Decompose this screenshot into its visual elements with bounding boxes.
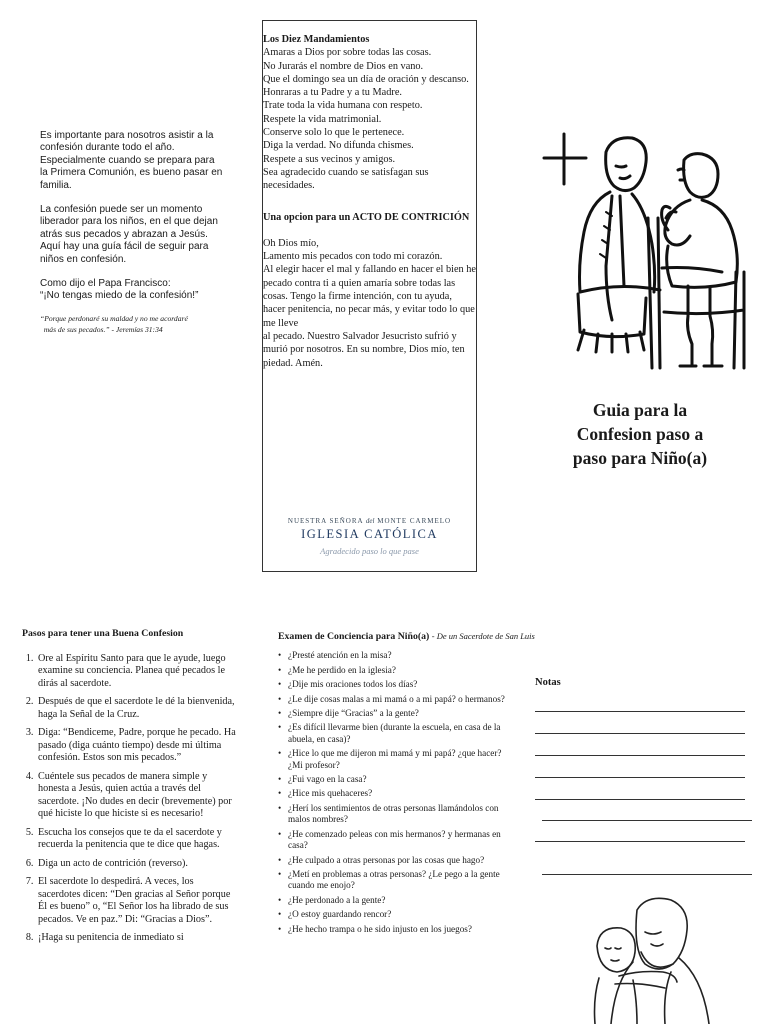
step-item: 2. Después de que el sacerdote le dé la bienvenida, haga la Señal de la Cruz. [36, 696, 238, 721]
examination-of-conscience [278, 631, 535, 938]
father-embracing-child-icon [575, 892, 745, 1024]
exam-item: • ¿Hice lo que me dijeron mi mamá y mi papá? ¿que hacer? ¿Mi profesor? [278, 748, 506, 771]
commandment-item: Diga la verdad. No difunda chismes. [263, 140, 414, 152]
note-line [542, 874, 752, 875]
exam-item: • ¿Le dije cosas malas a mi mamá o a mi papá? o hermanos? [278, 694, 506, 705]
commandment-item: Respete a sus vecinos y amigos. [263, 153, 396, 165]
commandment-item: Respete la vida matrimonial. [263, 113, 382, 125]
exam-item: • ¿Fui vago en la casa? [278, 774, 506, 785]
exam-list [278, 650, 506, 935]
intro-paragraph-3 [40, 278, 225, 303]
note-line [535, 733, 745, 734]
intro-section [40, 130, 225, 335]
step-item: 1. Ore al Espíritu Santo para que le ayude, luego examine su conciencia. Planea qué pecados le dirás al sacerdote. [36, 653, 238, 691]
exam-item: • ¿He perdonado a la gente? [278, 895, 506, 906]
exam-item: • ¿He culpado a otras personas por las cosas que hago? [278, 855, 506, 866]
prayer-panel [262, 20, 477, 572]
step-item: 5. Escucha los consejos que te da el sacerdote y recuerda la penitencia que te dice que hagas. [36, 827, 238, 852]
steps-title: Pasos para tener una Buena Confesion [22, 628, 184, 639]
pope-quote-intro: Como dijo el Papa Francisco: [40, 278, 171, 290]
intro-paragraph-2: La confesión puede ser un momento liberador para los niños, en el que dejan atrás sus pecados y abrazan a Jesús. Aquí hay una guía fácil de seguir para niños en confesión. [40, 204, 218, 265]
notes-title: Notas [535, 677, 561, 688]
commandment-item: Amaras a Dios por sobre todas las cosas. [263, 47, 432, 59]
confession-steps [22, 628, 238, 951]
exam-item: • ¿He comenzado peleas con mis hermanos? y hermanas en casa? [278, 829, 506, 852]
church-tagline: Agradecido paso lo que pase [320, 546, 419, 556]
commandment-item: Honraras a tu Padre y a tu Madre. [263, 87, 402, 99]
note-line [535, 841, 745, 842]
exam-item: • ¿Siempre dije “Gracias” a la gente? [278, 708, 506, 719]
note-line [535, 777, 745, 778]
pope-quote: “¡No tengas miedo de la confesión!” [40, 290, 199, 302]
exam-item: • ¿Presté atención en la misa? [278, 650, 506, 661]
step-item: 3. Diga: “Bendiceme, Padre, porque he pecado. Ha pasado (diga cuánto tiempo) desde mi última confesión. Estos son mis pecados.” [36, 727, 238, 765]
contrition-line: Lamento mis pecados con todo mi corazón. [263, 251, 443, 263]
contrition-line: Oh Dios mío, [263, 237, 319, 249]
exam-item: • ¿Hice mis quehaceres? [278, 788, 506, 799]
intro-paragraph-1: Es importante para nosotros asistir a la confesión durante todo el año. Especialmente cuando se prepara para la Primera Comunión, es bueno pasar en familia. [40, 130, 223, 191]
exam-item: • ¿Dije mis oraciones todos los días? [278, 679, 506, 690]
exam-item: • ¿Herí los sentimientos de otras personas llamándolos con malos nombres? [278, 803, 506, 826]
step-item: 8. ¡Haga su penitencia de inmediato si [36, 932, 238, 945]
step-item: 6. Diga un acto de contrición (reverso). [36, 858, 238, 871]
note-line [535, 799, 745, 800]
commandment-item: Sea agradecido cuando se satisfagan sus necesidades. [263, 166, 429, 192]
commandment-item: Trate toda la vida humana con respeto. [263, 100, 423, 112]
scripture-quote: “Porque perdonaré su maldad y no me acordaré más de sus pecados.” - Jeremías 31:34 [40, 313, 188, 334]
steps-list [22, 653, 238, 945]
commandment-item: Conserve solo lo que le pertenece. [263, 127, 405, 139]
cross-icon [544, 134, 586, 184]
exam-item: • ¿O estoy guardando rencor? [278, 909, 506, 920]
commandment-item: Que el domingo sea un día de oración y descanso. [263, 73, 469, 85]
contrition-line: Al elegir hacer el mal y fallando en hacer el bien he pecado contra ti a quien amaría sobre todas las cosas. Tengo la firme intención, con tu ayuda, hacer penitencia, no pecar más, y evitar todo lo que me lleve [263, 264, 476, 329]
exam-item: • ¿He hecho trampa o he sido injusto en los juegos? [278, 924, 506, 935]
exam-item: • ¿Metí en problemas a otras personas? ¿Le pego a la gente cuando me enojo? [278, 869, 506, 892]
church-logo: NUESTRA SEÑORA del MONTE CARMELO IGLESIA CATÓLICA Agradecido paso lo que pase [263, 517, 476, 556]
exam-item: • ¿Me he perdido en la iglesia? [278, 665, 506, 676]
contrition-line: al pecado. Nuestro Salvador Jesucristo sufrió y murió por nosotros. En su nombre, Dios mío, ten piedad. Amén. [263, 330, 465, 369]
exam-title: Examen de Conciencia para Niño(a) [278, 631, 430, 642]
note-line [535, 711, 745, 712]
guide-title: Guia para la Confesion paso a paso para Niño(a) [572, 400, 708, 468]
contrition-title: Una opcion para un ACTO DE CONTRICIÓN [263, 211, 470, 223]
priest-and-child-confession-icon [540, 122, 762, 370]
note-line [535, 755, 745, 756]
commandment-item: No Jurarás el nombre de Dios en vano. [263, 60, 424, 72]
commandments-title: Los Diez Mandamientos [263, 34, 370, 45]
step-item: 7. El sacerdote lo despedirá. A veces, los sacerdotes dicen: “Den gracias al Señor porque Él es bueno” o, “El Señor los ha librado de sus pecados. Ve en paz.” Di: “Gracias a Dios”. [36, 876, 238, 926]
step-item: 4. Cuéntele sus pecados de manera simple y honesta a Jesús, quien actúa a través del sacerdote. ¡No dudes en decir (brevemente) por qué hiciste lo que hiciste si es necesario! [36, 771, 238, 821]
exam-item: • ¿Es difícil llevarme bien (durante la escuela, en casa de la abuela, en casa)? [278, 722, 506, 745]
exam-subtitle: - De un Sacerdote de San Luis [431, 631, 535, 641]
church-name: IGLESIA CATÓLICA [301, 527, 438, 541]
note-line [542, 820, 752, 821]
